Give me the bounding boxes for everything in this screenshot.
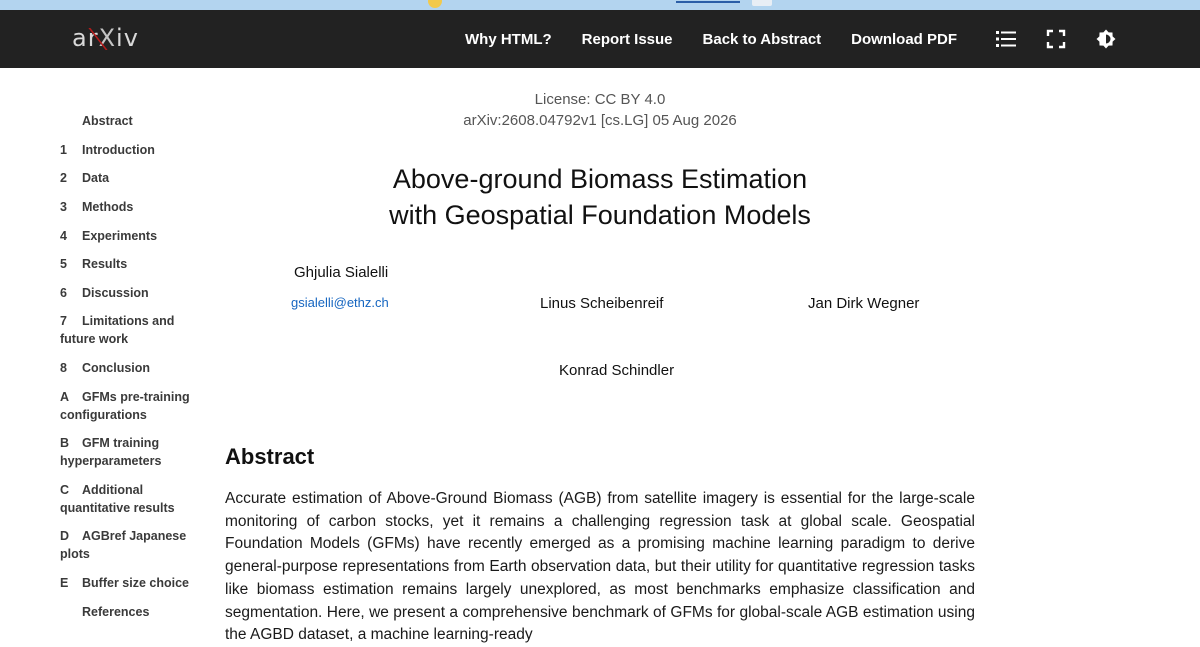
toc-item-abstract[interactable] xyxy=(60,112,210,130)
toc-label: References xyxy=(82,605,150,619)
toc-item-appendix-d[interactable] xyxy=(60,527,210,563)
toc-number: 8 xyxy=(60,361,67,375)
back-to-abstract-link[interactable]: Back to Abstract xyxy=(702,30,822,48)
download-pdf-link[interactable]: Download PDF xyxy=(851,30,957,48)
list-icon[interactable] xyxy=(995,28,1017,50)
toc-number: C xyxy=(60,483,70,497)
why-html-link[interactable]: Why HTML? xyxy=(465,30,552,48)
toc-label: Experiments xyxy=(82,229,158,243)
toc-label: AGBref Japanese plots xyxy=(60,529,187,561)
toc-number: 7 xyxy=(60,314,67,328)
abstract-text: Accurate estimation of Above-Ground Biomass (AGB) from satellite imagery is essential for the large-scale monitoring of carbon stocks, yet it remains a challenging regression task at global scale. Geospatial Foundation Models (GFMs) have recently emerged as a promising machine learning paradigm to derive general-purpose representations from Earth observation data, but their utility for quantitative regression tasks like biomass estimation remains largely unexplored, as most benchmarks emphasize classification and segmentation. Here, we present a comprehensive benchmark of GFMs for global-scale AGB estimation using the AGBD dataset, a machine learning-ready xyxy=(225,490,975,644)
toc-number: B xyxy=(60,436,70,450)
toc-number: 1 xyxy=(60,143,67,157)
toc-item-methods[interactable] xyxy=(60,198,210,216)
banner-link[interactable] xyxy=(676,1,740,3)
browser-banner-strip xyxy=(0,0,1200,10)
fullscreen-icon[interactable] xyxy=(1045,28,1067,50)
toc-item-appendix-b[interactable] xyxy=(60,434,210,470)
toc-label: Additional quantitative results xyxy=(60,483,175,515)
top-navbar xyxy=(0,10,1200,68)
toc-number: 4 xyxy=(60,229,67,243)
toc-number: 3 xyxy=(60,200,67,214)
toc-item-limitations[interactable] xyxy=(60,312,210,348)
banner-emoji-icon xyxy=(428,0,442,8)
banner-close-button[interactable] xyxy=(752,0,772,6)
toc-label: Conclusion xyxy=(82,361,151,375)
author-name: Ghjulia Sialelli xyxy=(294,264,389,281)
report-issue-link[interactable]: Report Issue xyxy=(581,30,673,48)
toc-label: Discussion xyxy=(82,286,149,300)
author-email-link[interactable]: gsialelli@ethz.ch xyxy=(291,295,389,310)
toc-number: 2 xyxy=(60,171,67,185)
toc-number: 5 xyxy=(60,257,67,271)
author-name: Linus Scheibenreif xyxy=(540,295,664,312)
toc-label: GFM training hyperparameters xyxy=(60,436,162,468)
theme-gear-icon[interactable] xyxy=(1095,28,1117,50)
toc-item-appendix-a[interactable] xyxy=(60,388,210,424)
author-name: Konrad Schindler xyxy=(559,362,675,379)
toc-item-data[interactable] xyxy=(60,169,210,187)
toc-item-conclusion[interactable] xyxy=(60,359,210,377)
toc-label: Results xyxy=(82,257,128,271)
toc-label: Data xyxy=(82,171,110,185)
toc-item-references[interactable] xyxy=(60,603,210,621)
toc-item-discussion[interactable] xyxy=(60,284,210,302)
license-line: License: CC BY 4.0 xyxy=(534,91,666,108)
toc-number: 6 xyxy=(60,286,67,300)
toc-label: Introduction xyxy=(82,143,155,157)
toc-label: Methods xyxy=(82,200,134,214)
nav-icon-group xyxy=(967,28,1200,50)
toc-label: Buffer size choice xyxy=(82,576,189,590)
paper-title-line2: with Geospatial Foundation Models xyxy=(389,200,811,230)
toc-item-results[interactable] xyxy=(60,255,210,273)
abstract-heading: Abstract xyxy=(225,444,315,469)
paper-title-line1: Above-ground Biomass Estimation xyxy=(392,164,808,194)
toc-item-introduction[interactable] xyxy=(60,141,210,159)
toc-item-experiments[interactable] xyxy=(60,227,210,245)
toc-label: GFMs pre-training configurations xyxy=(60,390,190,422)
arxiv-id-line: arXiv:2608.04792v1 [cs.LG] 05 Aug 2026 xyxy=(463,112,737,129)
toc-label: Limitations and future work xyxy=(60,314,175,346)
toc-number: A xyxy=(60,390,70,404)
toc-item-appendix-c[interactable] xyxy=(60,481,210,517)
toc-number: D xyxy=(60,529,70,543)
nav-links xyxy=(465,10,1200,68)
toc-label: Abstract xyxy=(82,114,133,128)
toc-number: E xyxy=(60,576,69,590)
author-name: Jan Dirk Wegner xyxy=(808,295,920,312)
arxiv-logo[interactable]: arXiv xyxy=(72,24,139,52)
toc-item-appendix-e[interactable] xyxy=(60,574,210,592)
